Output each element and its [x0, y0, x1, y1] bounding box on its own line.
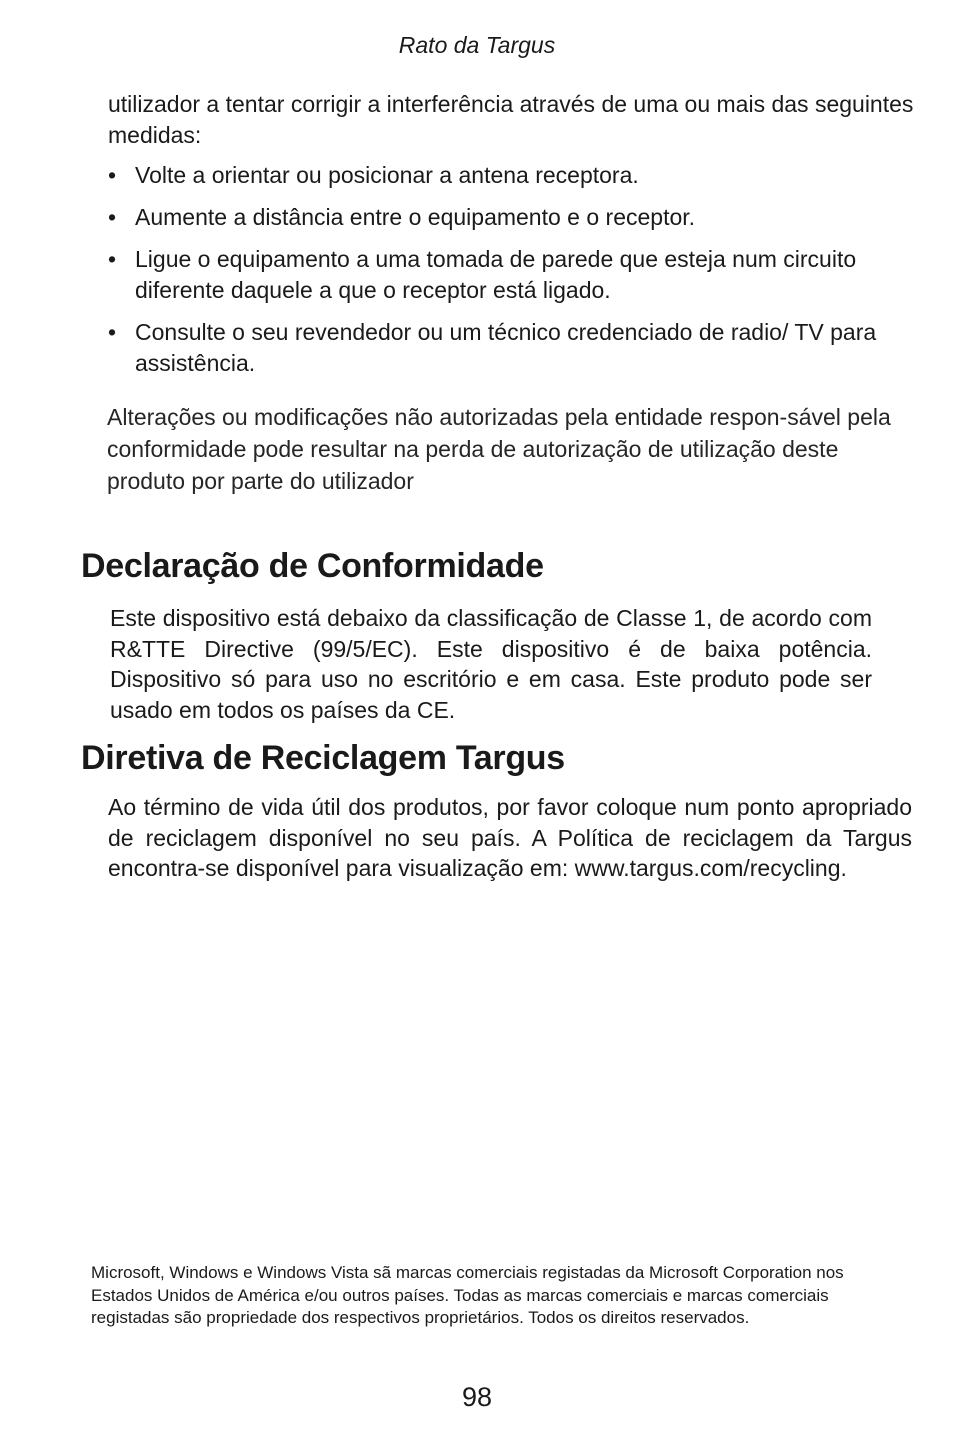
- section-body-conformity: Este dispositivo está debaixo da classificação de Classe 1, de acordo com R&TTE Directive (99/5/EC). Este dispositivo é de baixa potência. Dispositivo só para uso no escritório e em casa. Este produto pode ser usado em todos os países da CE.: [110, 605, 872, 723]
- trademark-notice: Microsoft, Windows e Windows Vista sã marcas comerciais registadas da Microsoft Corporation nos Estados Unidos de América e/ou outros países. Todas as marcas comerciais e marcas comerciais registadas são propriedade dos respectivos proprietários. Todos os direitos reservados.: [91, 1263, 844, 1327]
- running-header: Rato da Targus: [398, 32, 556, 58]
- list-item: [108, 160, 898, 191]
- bullet-marker: •: [108, 246, 117, 272]
- modification-notice: Alterações ou modificações não autorizadas pela entidade respon-sável pela conformidade pode resultar na perda de autorização de utilização deste produto por parte do utilizador: [107, 404, 891, 494]
- section-body-recycling: Ao término de vida útil dos produtos, por favor coloque num ponto apropriado de reciclagem disponível no seu país. A Política de reciclagem da Targus encontra-se disponível para visualização em: www.targus.com/recycling.: [108, 794, 912, 881]
- list-item: [108, 244, 898, 306]
- list-item-text: Volte a orientar ou posicionar a antena receptora.: [135, 162, 639, 188]
- bullet-marker: •: [108, 319, 117, 345]
- interference-measures-list: [108, 160, 898, 390]
- list-item-text: Consulte o seu revendedor ou um técnico credenciado de radio/ TV para assistência.: [135, 319, 877, 376]
- bullet-marker: •: [108, 162, 117, 188]
- bullet-marker: •: [108, 204, 117, 230]
- list-item-text: Ligue o equipamento a uma tomada de parede que esteja num circuito diferente daquele a que o receptor está ligado.: [135, 246, 857, 303]
- section-heading-recycling: Diretiva de Reciclagem Targus: [81, 739, 565, 777]
- section-heading-conformity: Declaração de Conformidade: [81, 547, 544, 585]
- page-number: 98: [461, 1382, 493, 1412]
- list-item-text: Aumente a distância entre o equipamento e o receptor.: [135, 204, 696, 230]
- intro-paragraph: utilizador a tentar corrigir a interferência através de uma ou mais das seguintes medidas:: [108, 91, 914, 148]
- list-item: [108, 202, 898, 233]
- list-item: [108, 317, 898, 379]
